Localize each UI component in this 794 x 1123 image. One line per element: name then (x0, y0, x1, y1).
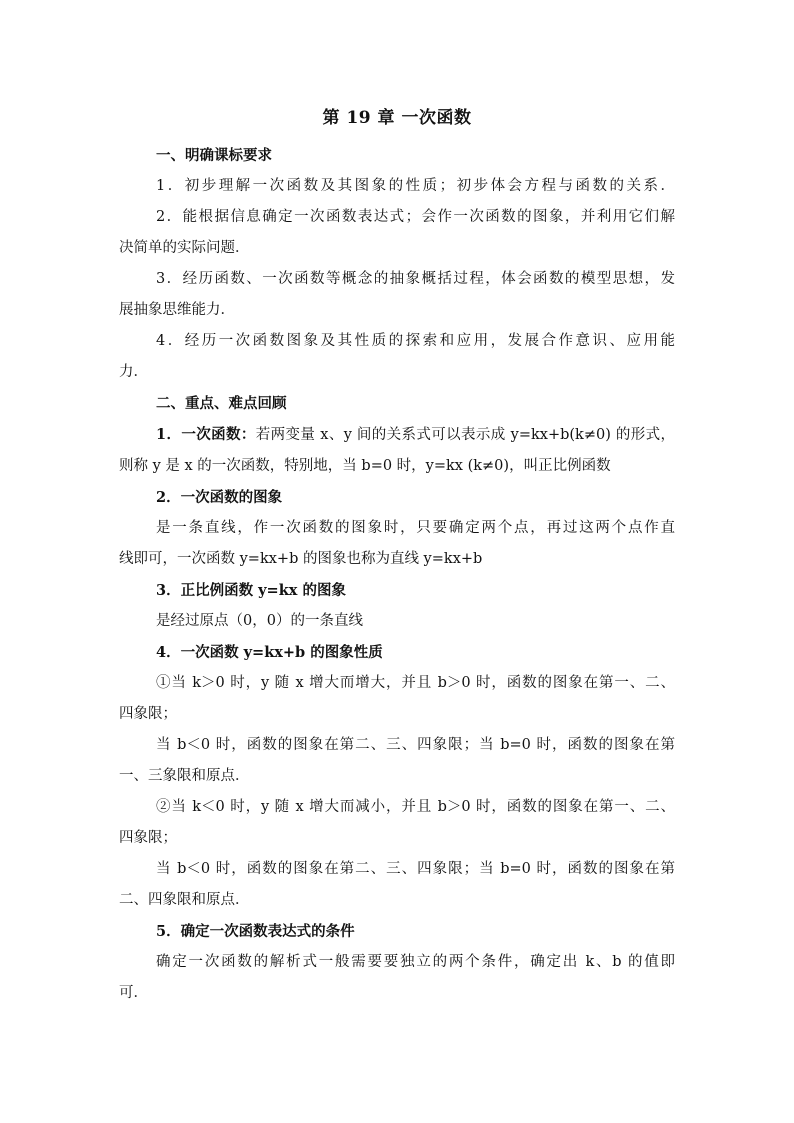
section1-heading: 一、明确课标要求 (156, 147, 272, 164)
section2-heading: 二、重点、难点回顾 (156, 395, 287, 412)
proportional-heading: 3．正比例函数 y=kx 的图象 (156, 582, 346, 599)
requirement-4-line2: 力． (119, 364, 148, 380)
document-page (119, 106, 675, 1009)
requirement-2-line2: 决简单的实际问题． (119, 240, 250, 256)
property-c-line1: ②当 k＜0 时，y 随 x 增大而减小，并且 b＞0 时，函数的图象在第一、二、 (156, 799, 675, 815)
property-c-line2: 四象限； (119, 830, 177, 846)
property-b-line1: 当 b＜0 时，函数的图象在第二、三、四象限；当 b=0 时，函数的图象在第 (156, 737, 675, 753)
chapter-title: 第 19 章 一次函数 (322, 108, 472, 128)
requirement-2-line1: 2．能根据信息确定一次函数表达式；会作一次函数的图象，并利用它们解 (156, 209, 675, 225)
conditions-heading: 5．确定一次函数表达式的条件 (156, 923, 355, 940)
conditions-line1: 确定一次函数的解析式一般需要要独立的两个条件，确定出 k、b 的值即 (156, 954, 675, 970)
conditions-line2: 可． (119, 985, 148, 1001)
definition-line2: 则称 y 是 x 的一次函数，特别地，当 b=0 时，y=kx (k≠0)，叫正比例函数 (119, 458, 611, 474)
property-d-line2: 二、四象限和原点． (119, 892, 250, 908)
definition-text: 若两变量 x、y 间的关系式可以表示成 y=kx+b(k≠0) 的形式， (255, 427, 675, 443)
requirement-1: 1．初步理解一次函数及其图象的性质；初步体会方程与函数的关系． (156, 178, 675, 194)
requirement-4-line1: 4．经历一次函数图象及其性质的探索和应用，发展合作意识、应用能 (156, 333, 675, 349)
definition-label: 1．一次函数： (156, 426, 256, 443)
requirement-3-line1: 3．经历函数、一次函数等概念的抽象概括过程，体会函数的模型思想，发 (156, 271, 675, 287)
graph-heading: 2．一次函数的图象 (156, 489, 283, 506)
property-d-line1: 当 b＜0 时，函数的图象在第二、三、四象限；当 b=0 时，函数的图象在第 (156, 861, 675, 877)
graph-line2: 线即可，一次函数 y=kx+b 的图象也称为直线 y=kx+b (119, 551, 483, 567)
proportional-line1: 是经过原点（0，0）的一条直线 (156, 613, 363, 629)
requirement-3-line2: 展抽象思维能力． (119, 302, 235, 318)
definition-line1 (119, 419, 675, 451)
properties-heading: 4．一次函数 y=kx+b 的图象性质 (156, 644, 383, 661)
property-a-line2: 四象限； (119, 706, 177, 722)
property-a-line1: ①当 k＞0 时，y 随 x 增大而增大，并且 b＞0 时，函数的图象在第一、二、 (156, 675, 675, 691)
property-b-line2: 一、三象限和原点． (119, 768, 250, 784)
graph-line1: 是一条直线，作一次函数的图象时，只要确定两个点，再过这两个点作直 (156, 520, 675, 536)
